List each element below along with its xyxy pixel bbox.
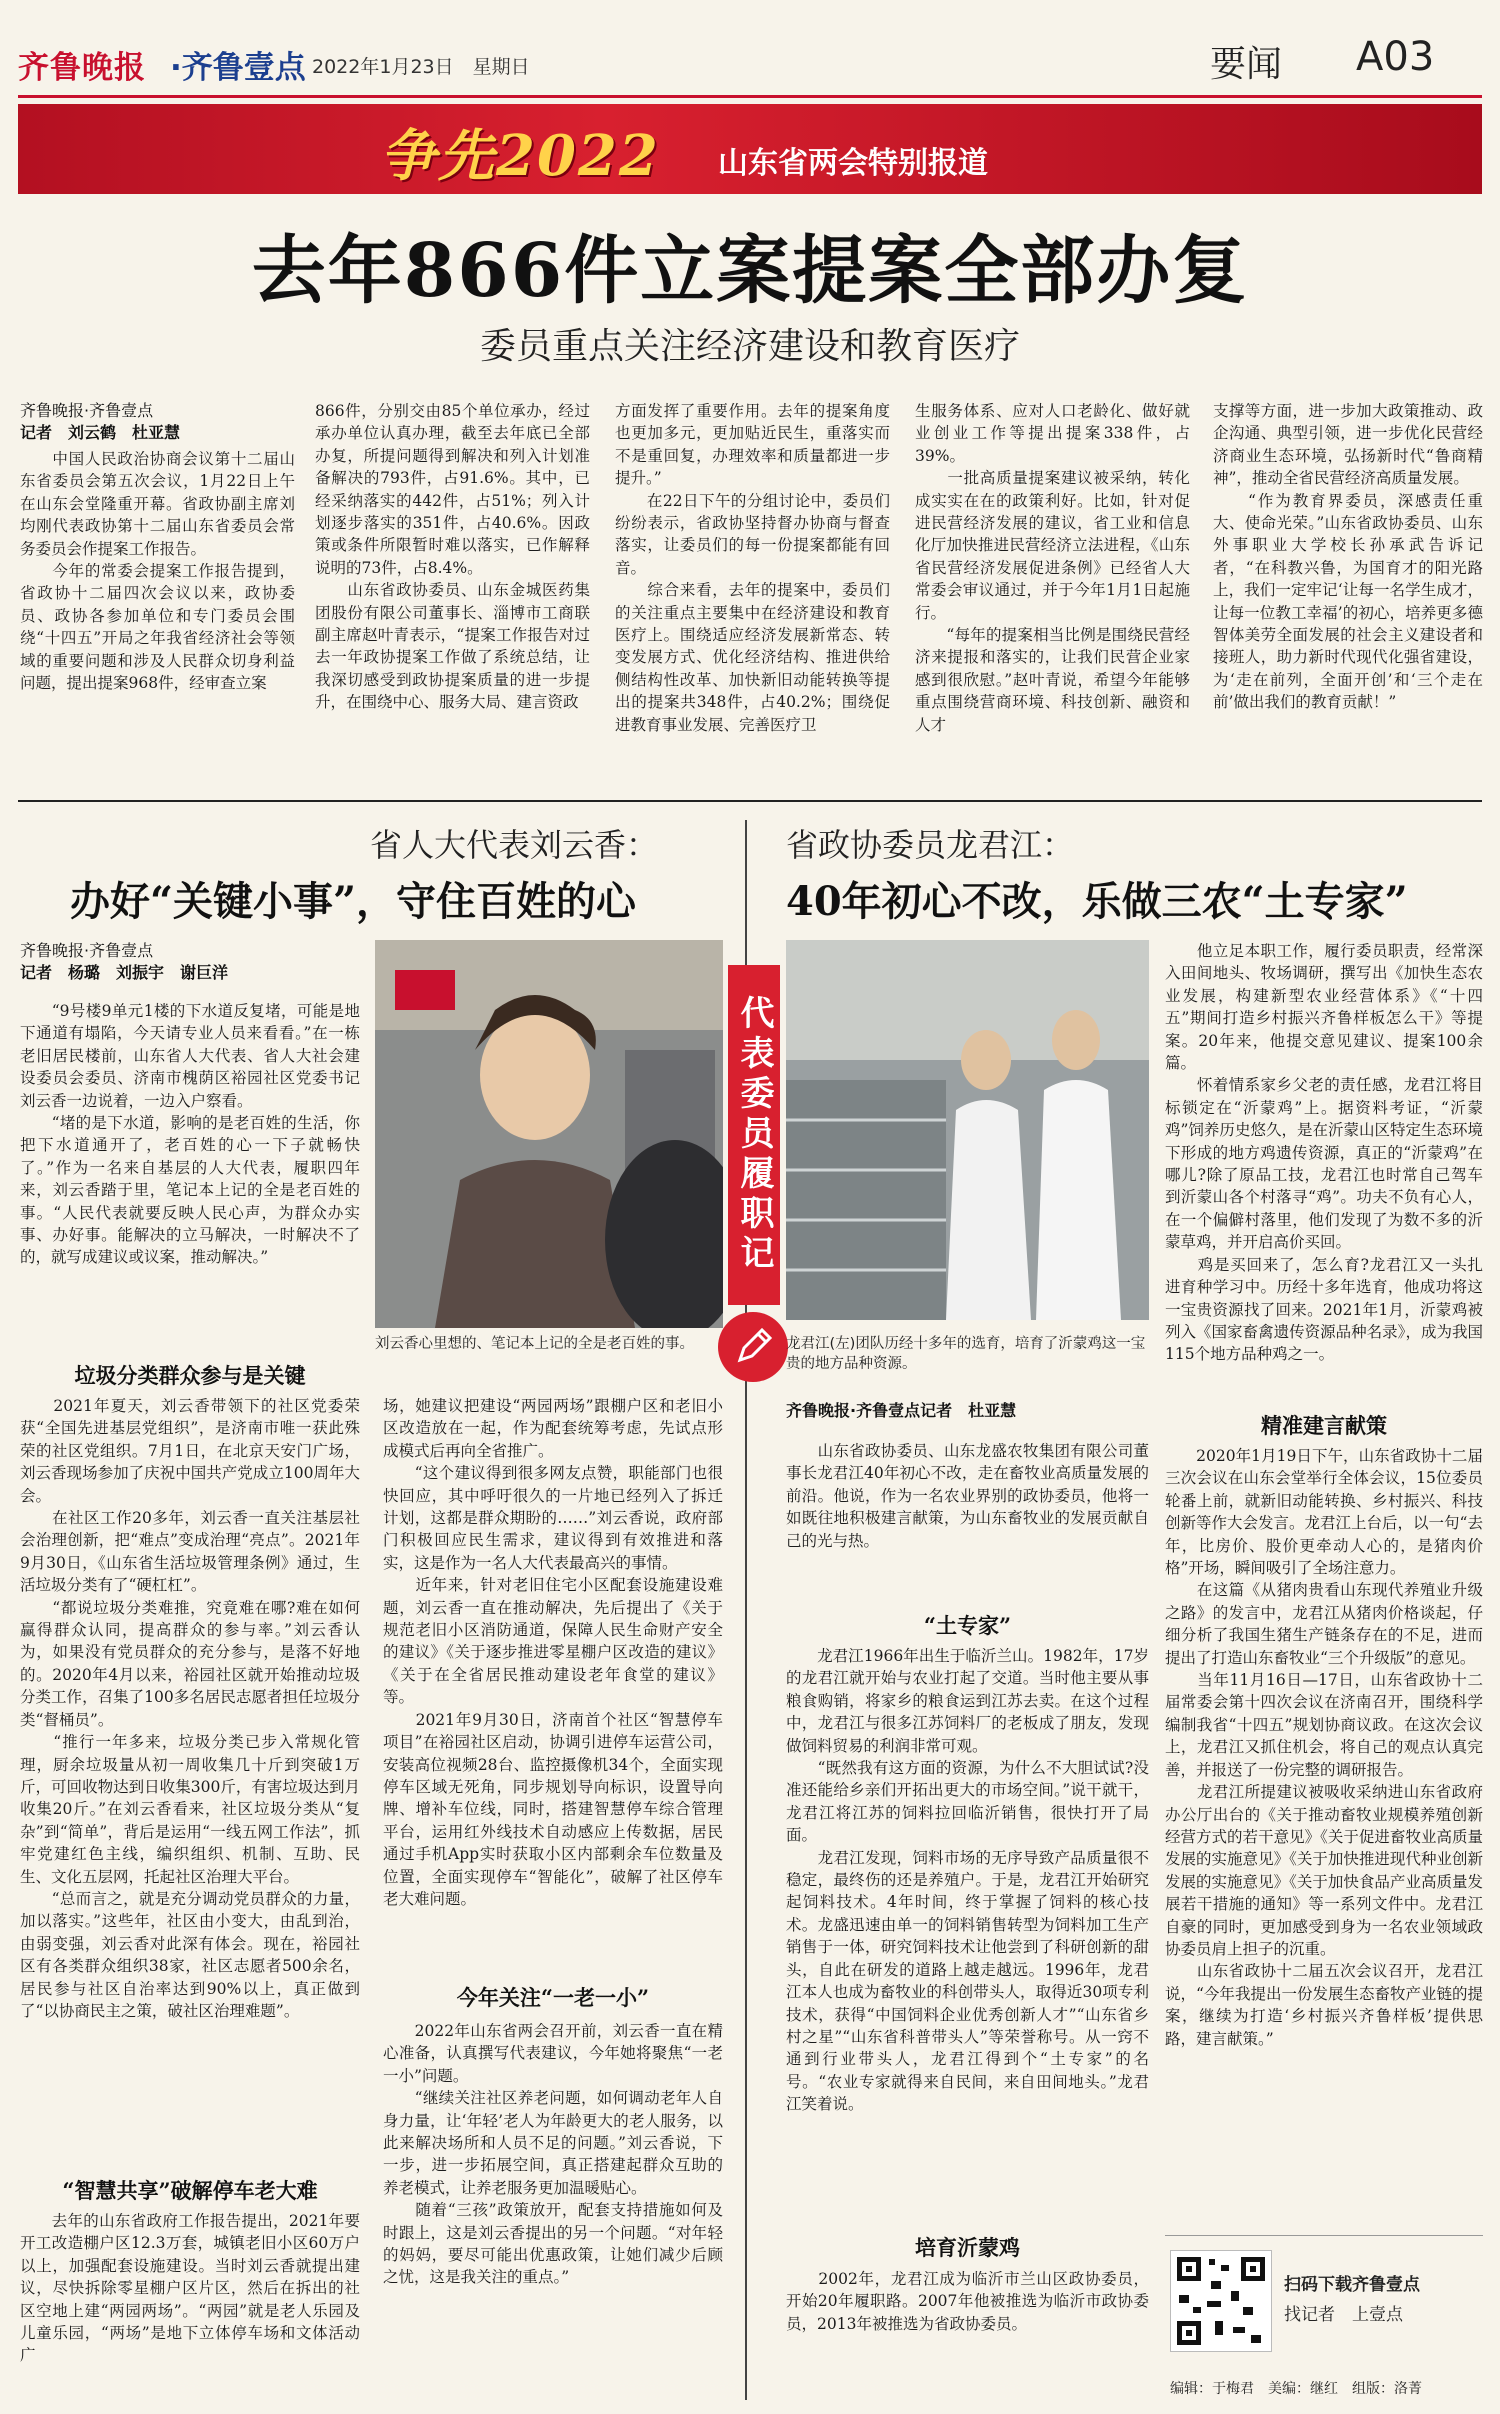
qr-label-2: 找记者 上壹点: [1284, 2305, 1403, 2325]
right-intro: 山东省政协委员、山东龙盛农牧集团有限公司董事长龙君江40年初心不改，走在畜牧业高质量发展的前沿。他说，作为一名农业界别的政协委员，他将一如既往地积极建言献策，为山东畜牧业的发展贡献自己的光与热。: [786, 1442, 1149, 1550]
lead-byline: [20, 400, 300, 444]
photo-illustration: [375, 940, 723, 1328]
right-column-b: 他立足本职工作，履行委员职责，经常深入田间地头、牧场调研，撰写出《加快生态农业发展，构建新型农业经营体系》《“十四五”期间打造乡村振兴齐鲁样板怎么干》等提案。20年来，他提交意见建议、提案100余篇。 怀着情系家乡父老的责任感，龙君江将目标锁定在“沂蒙鸡”上。据资料考证，“沂蒙鸡”饲养历史悠久，是在沂蒙山区特定生态环境下形成的地方鸡遗传资源，真正的“沂蒙鸡”在哪儿?除了原品工技，龙君江也时常自己驾车到沂蒙山各个村落寻“鸡”。功夫不负有心人，在一个偏僻村落里，他们发现了为数不多的沂蒙草鸡，并开启高价买回。 鸡是买回来了，怎么育?龙君江又一头扎进育种学习中。历经十多年选育，他成功将这一宝贵资源找了回来。2021年1月，沂蒙鸡被列入《国家畜禽遗传资源品种名录》，成为我国115个地方品种鸡之一。: [1165, 942, 1483, 1364]
right-photo-caption: 龙君江(左)团队历经十多年的选育，培育了沂蒙鸡这一宝贵的地方品种资源。: [786, 1336, 1146, 1372]
pen-icon-glyph: [718, 1312, 788, 1382]
lead-column-2: 866件，分别交由85个单位承办，经过承办单位认真办理，截至去年底已全部办复，所提问题得到解决和列入计划准备解决的793件，占91.6%。其中，已经采纳落实的442件，占51%；列入计划逐步落实的351件，占40.6%。因政策或条件所限暂时难以落实，已作解释说明的73件，占8.4%。 山东省政协委员、山东金城医药集团股份有限公司董事长、淄博市工商联副主席赵叶青表示，“提案工作报告对过去一年政协提案工作做了系统总结，让我深切感受到政协提案质量的进一步提升，在围绕中心、服务大局、建言资政: [315, 402, 590, 712]
page-number: A03: [1356, 34, 1435, 80]
section-divider: [18, 800, 1482, 802]
lead-column-4: 生服务体系、应对人口老龄化、做好就业创业工作等提出提案338件，占39%。 一批高质量提案建议被采纳，转化成实实在在的政策利好。比如，针对促进民营经济发展的建议，省工业和信息化厅加快推进民营经济立法进程，《山东省民营经济发展促进条例》已经省人大常委会审议通过，并于今年1月1日起施行。 “每年的提案相当比例是围绕民营经济来提报和落实的，让我们民营企业家感到很欣慰。”赵叶青说，希望今年能够重点围绕营商环境、科技创新、融资和人才: [915, 402, 1190, 734]
left-column-b: 场，她建议把建设“两园两场”跟棚户区和老旧小区改造放在一起，作为配套统筹考虑，先试点形成模式后再向全省推广。 “这个建议得到很多网友点赞，职能部门也很快回应，其中呼吁很久的一片地已经列入了拆迁计划，这都是群众期盼的……”刘云香说，政府部门积极回应民生需求，建议得到有效推进和落实，这是作为一名人大代表最高兴的事情。 近年来，针对老旧住宅小区配套设施建设难题，刘云香一直在推动解决，先后提出了《关于规范老旧小区消防通道，保障人民生命财产安全的建议》《关于逐步推进零星棚户区改造的建议》《关于在全省居民推动建设老年食堂的建议》等。 2021年9月30日，济南首个社区“智慧停车项目”在裕园社区启动，协调引进停车运营公司，安装高位视频28台、监控摄像机34个，全面实现停车区域无死角，同步规划导向标识，设置导向牌、增补车位线，同时，搭建智慧停车综合管理平台，运用红外线技术自动感应上传数据，居民通过手机App实时获取小区内部剩余车位数量及位置，全面实现停车“智能化”，破解了社区停车老大难问题。: [383, 1397, 723, 1908]
left-kicker: 省人大代表刘云香：: [370, 826, 659, 864]
left-column-a: 2021年夏天，刘云香带领下的社区党委荣获“全国先进基层党组织”，是济南市唯一获此殊荣的社区党组织。7月1日，在北京天安门广场，刘云香现场参加了庆祝中国共产党成立100周年大会。 在社区工作20多年，刘云香一直关注基层社会治理创新，把“难点”变成治理“亮点”。2021年9月30日，《山东省生活垃圾管理条例》通过，生活垃圾分类有了“硬杠杠”。 “都说垃圾分类难推，究竟难在哪?难在如何赢得群众认同，提高群众的参与率。”刘云香认为，如果没有党员群众的充分参与，是落不好地的。2020年4月以来，裕园社区就开始推动垃圾分类工作，召集了100多名居民志愿者担任垃圾分类“督桶员”。 “推行一年多来，垃圾分类已步入常规化管理，厨余垃圾量从初一周收集几十斤到突破1万斤，可回收物达到日收集300斤，有害垃圾达到月收集20斤。”在刘云香看来，社区垃圾分类从“复杂”到“简单”，背后是运用“一线五网工作法”，抓牢党建红色主线，编织组织、机制、互助、民生、文化五层网，托起社区治理大平台。 “总而言之，就是充分调动党员群众的力量，加以落实。”这些年，社区由小变大，由乱到治，由弱变强，刘云香对此深有体会。现在，裕园社区有各类群众组织38家，社区志愿者500余名，居民参与社区自治率达到90%以上，真正做到了“以协商民主之策，破社区治理难题”。: [20, 1397, 360, 2020]
issue-date: 2022年1月23日 星期日: [312, 56, 530, 78]
newspaper-logo: 齐鲁晚报: [18, 50, 146, 86]
qr-label: 扫码下载齐鲁壹点: [1284, 2275, 1420, 2295]
section-name: 要闻: [1210, 44, 1283, 85]
lead-column-3: 方面发挥了重要作用。去年的提案角度也更加多元，更加贴近民生，重落实而不是重回复，办理效率和质量都进一步提升。” 在22日下午的分组讨论中，委员们纷纷表示，省政协坚持督办协商与督查落实，让委员们的每一份提案都能有回音。 综合来看，去年的提案中，委员们的关注重点主要集中在经济建设和教育医疗上。围绕适应经济发展新常态、转变发展方式、优化经济结构、推进供给侧结构性改革、加快新旧动能转换等提出的提案共348件，占40.2%；围绕促进教育事业发展、完善医疗卫: [615, 402, 890, 734]
left-reporters: 记者 杨璐 刘振宇 谢巨洋: [20, 963, 229, 982]
editorial-credits: 编辑：于梅君 美编：继红 组版：洛菁: [1170, 2381, 1422, 2397]
left-subhead-1: 垃圾分类群众参与是关键: [74, 1363, 306, 1388]
left-byline: [20, 940, 360, 984]
lead-column-1: 中国人民政治协商会议第十二届山东省委员会第五次会议，1月22日上午在山东会堂隆重开幕。省政协副主席刘均刚代表政协第十二届山东省委员会常务委员会作提案工作报告。 今年的常委会提案工作报告提到，省政协十二届四次会议以来，政协委员、政协各参加单位和专门委员会围绕“十四五”开局之年我省经济社会等领域的重要问题和涉及人民群众切身利益问题，提出提案968件，经审查立案: [20, 450, 295, 693]
left-column-a2: 去年的山东省政府工作报告提出，2021年要开工改造棚户区12.3万套，城镇老旧小区60万户以上，加强配套设施建设。当时刘云香就提出建议，尽快拆除零星棚户区片区，然后在拆出的社区空地上建“两园两场”。“两园”就是老人乐园及儿童乐园，“两场”是地下立体停车场和文体活动广: [20, 2212, 360, 2365]
left-subhead-2: “智慧共享”破解停车老大难: [62, 2178, 318, 2203]
left-headline: 办好“关键小事”，守住百姓的心: [70, 878, 637, 925]
lead-source: 齐鲁晚报·齐鲁壹点: [20, 401, 154, 420]
series-tag: 代表委员履职记: [728, 965, 780, 1305]
left-photo-caption: 刘云香心里想的、笔记本上记的全是老百姓的事。: [375, 1336, 694, 1352]
qr-code[interactable]: [1170, 2250, 1272, 2352]
app-logo: ·齐鲁壹点: [170, 50, 306, 86]
right-column-b2: 2020年1月19日下午，山东省政协十二届三次会议在山东会堂举行全体会议，15位委员轮番上前，就新旧动能转换、乡村振兴、科技创新等作大会发言。龙君江上台后，以一句“去年，比房价、股价更牵动人心的，是猪肉价格”开场，瞬间吸引了全场注意力。 在这篇《从猪肉贵看山东现代养殖业升级之路》的发言中，龙君江从猪肉价格谈起，仔细分析了我国生猪生产链条存在的不足，进而提出了打造山东畜牧业“三个升级版”的意见。 当年11月16日—17日，山东省政协十二届常委会第十四次会议在济南召开，围绕科学编制我省“十四五”规划协商议政。在这次会议上，龙君江又抓住机会，将自己的观点认真完善，并报送了一份完整的调研报告。 龙君江所提建议被吸收采纳进山东省政府办公厅出台的《关于推动畜牧业规模养殖创新经营方式的若干意见》《关于促进畜牧业高质量发展的实施意见》《关于加快推进现代种业创新发展的实施意见》《关于加快食品产业高质量发展若干措施的通知》等一系列文件中。龙君江自豪的同时，更加感受到身为一名农业领域政协委员肩上担子的沉重。 山东省政协十二届五次会议召开，龙君江说，“今年我提出一份发展生态畜牧产业链的提案，继续为打造‘乡村振兴齐鲁样板’提供思路，建言献策。”: [1165, 1447, 1483, 2048]
left-subhead-3: 今年关注“一老一小”: [456, 1985, 650, 2010]
left-intro: “9号楼9单元1楼的下水道反复堵，可能是地下通道有塌陷，今天请专业人员来看看。”在一栋老旧居民楼前，山东省人大代表、省人大社会建设委员会委员、济南市槐荫区裕园社区党委书记刘云香一边说着，一边入户察看。 “堵的是下水道，影响的是老百姓的生活，你把下水道通开了，老百姓的心一下子就畅快了。”作为一名来自基层的人大代表，履职四年来，刘云香踏于里，笔记本上记的全是老百姓的事。“人民代表就要反映人民心声，为群众办实事、办好事。能解决的立马解决，一时解决不了的，就写成建议或议案，推动解决。”: [20, 1002, 360, 1267]
right-subhead-1: “土专家”: [923, 1613, 1012, 1638]
right-column-a: 龙君江1966年出生于临沂兰山。1982年，17岁的龙君江就开始与农业打起了交道。当时他主要从事粮食购销，将家乡的粮食运到江苏去卖。在这个过程中，龙君江与很多江苏饲料厂的老板成了朋友，发现做饲料贸易的利润非常可观。 “既然我有这方面的资源，为什么不大胆试试?没准还能给乡亲们开拓出更大的市场空间。”说干就干，龙君江将江苏的饲料拉回临沂销售，很快打开了局面。 龙君江发现，饲料市场的无序导致产品质量很不稳定，最终伤的还是养殖户。于是，龙君江开始研究起饲料技术。4年时间，终于掌握了饲料的核心技术。龙盛迅速由单一的饲料销售转型为饲料加工生产销售于一体，研究饲料技术让他尝到了科研创新的甜头，自此在研发的道路上越走越远。1996年，龙君江本人也成为畜牧业的科创带头人，取得近30项专利技术，获得“中国饲料企业优秀创新人才”“山东省乡村之星”“山东省科普带头人”等荣誉称号。从一窍不通到行业带头人，龙君江得到个“土专家”的名号。“农业专家就得来自民间，来自田间地头。”龙君江笑着说。: [786, 1647, 1149, 2114]
left-column-b2: 2022年山东省两会召开前，刘云香一直在精心准备，认真撰写代表建议，今年她将聚焦“一老一小”问题。 “继续关注社区养老问题，如何调动老年人自身力量，让‘年轻’老人为年龄更大的老人服务，以此来解决场所和人员不足的问题。”刘云香说，下一步，进一步拓展空间，真正搭建起群众互助的养老模式，让养老服务更加温暖贴心。 随着“三孩”政策放开，配套支持措施如何及时跟上，这是刘云香提出的另一个问题。“对年轻的妈妈，要尽可能出优惠政策，让她们减少后顾之忧，这是我关注的重点。”: [383, 2022, 723, 2287]
lead-reporters: 记者 刘云鹤 杜亚慧: [20, 423, 181, 442]
right-headline: 40年初心不改，乐做三农“土专家”: [786, 878, 1408, 925]
lead-headline: 去年866件立案提案全部办复: [251, 228, 1249, 314]
banner-title: 争先2022: [380, 123, 660, 189]
right-byline: 齐鲁晚报·齐鲁壹点记者 杜亚慧: [786, 1401, 1017, 1420]
left-source: 齐鲁晚报·齐鲁壹点: [20, 941, 154, 960]
liu-yunxiang-photo: [375, 940, 723, 1328]
lead-subheadline: 委员重点关注经济建设和教育医疗: [479, 326, 1020, 367]
footer-rule: [1165, 2235, 1483, 2236]
photo-illustration-2: [786, 940, 1149, 1320]
qr-code-icon: [1171, 2251, 1271, 2351]
right-subhead-3: 精准建言献策: [1261, 1413, 1387, 1438]
lead-column-5: 支撑等方面，进一步加大政策推动、政企沟通、典型引领，进一步优化民营经济商业生态环境，弘扬新时代“鲁商精神”，推动全省民营经济高质量发展。 “作为教育界委员，深感责任重大、使命光荣。”山东省政协委员、山东外事职业大学校长孙承武告诉记者，“在科教兴鲁，为国育才的阳光路上，我们一定牢记‘让每一名学生成才，让每一位教工幸福’的初心，培养更多德智体美劳全面发展的社会主义建设者和接班人，助力新时代现代化强省建设，为‘走在前列，全面开创’和‘三个走在前’做出我们的教育贡献！”: [1213, 402, 1483, 712]
right-column-a2: 2002年，龙君江成为临沂市兰山区政协委员，开始20年履职路。2007年他被推选为临沂市政协委员，2013年被推选为省政协委员。: [786, 2270, 1149, 2333]
masthead-rule: [18, 95, 1482, 98]
banner-subtitle: 山东省两会特别报道: [718, 146, 988, 181]
right-kicker: 省政协委员龙君江：: [786, 826, 1075, 864]
long-junjiang-photo: [786, 940, 1149, 1320]
right-subhead-2: 培育沂蒙鸡: [915, 2235, 1020, 2260]
pen-icon: [718, 1312, 788, 1382]
